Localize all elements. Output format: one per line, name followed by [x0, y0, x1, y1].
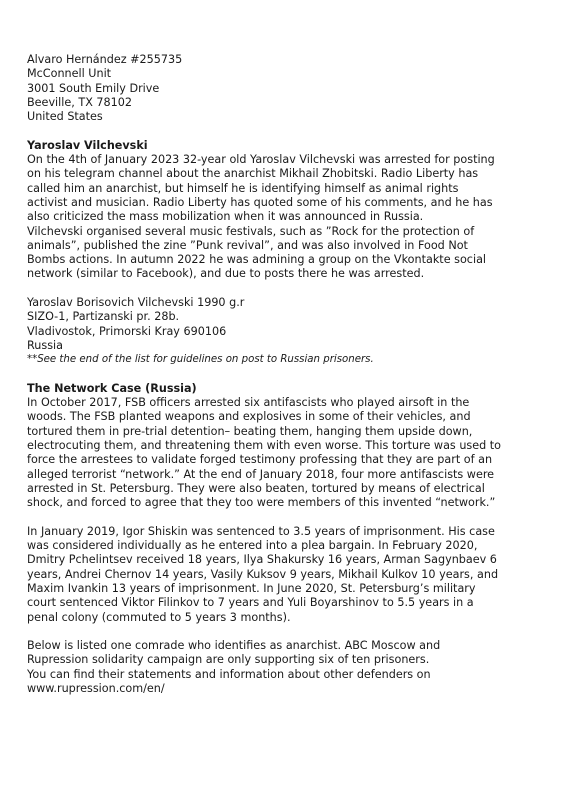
body-line: force the arrestees to validate forged testimony professing that they are part of an — [27, 453, 493, 467]
body-line: called him an anarchist, but himself he is identifying himself as animal rights — [27, 181, 459, 195]
body-line: Bombs actions. In autumn 2022 he was admining a group on the Vkontakte social — [27, 253, 487, 267]
body-line: years, Andrei Chernov 14 years, Vasily Kuksov 9 years, Mikhail Kulkov 10 years, and — [27, 567, 499, 581]
website-link: www.rupression.com/en/ — [27, 682, 165, 696]
body-line: on his telegram channel about the anarchist Mikhail Zhobitski. Radio Liberty has — [27, 167, 479, 181]
body-line: On the 4th of January 2023 32-year old Yaroslav Vilchevski was arrested for posting — [27, 153, 495, 167]
section-heading: The Network Case (Russia) — [27, 381, 197, 395]
prisoner-address-line: SIZO-1, Partizanski pr. 28b. — [27, 310, 180, 324]
body-line: alleged terrorist “network.” At the end of January 2018, four more antifascists were — [27, 467, 495, 481]
prisoner-address-line: Russia — [27, 338, 63, 352]
body-line: Dmitry Pchelintsev received 18 years, Ilya Shakursky 16 years, Arman Sagynbaev 6 — [27, 553, 497, 567]
prisoner-address-line: Yaroslav Borisovich Vilchevski 1990 g.r — [27, 296, 245, 310]
body-line: Maxim Ivankin 13 years of imprisonment. In June 2020, St. Petersburg’s military — [27, 581, 476, 595]
address-line: McConnell Unit — [27, 67, 112, 81]
body-line: In January 2019, Igor Shiskin was sentenced to 3.5 years of imprisonment. His case — [27, 524, 495, 538]
footnote: **See the end of the list for guidelines on post to Russian prisoners. — [27, 354, 374, 366]
body-line: was considered individually as he entered into a plea bargain. In February 2020, — [27, 539, 478, 553]
address-line: Alvaro Hernández #255735 — [27, 53, 183, 66]
document-page — [27, 53, 527, 696]
address-line: United States — [27, 110, 103, 124]
body-line: animals”, published the zine ”Punk revival”, and was also involved in Food Not — [27, 238, 468, 252]
prisoner-address-line: Vladivostok, Primorski Kray 690106 — [27, 324, 227, 338]
body-line: arrested in St. Petersburg. They were also beaten, tortured by means of electrical — [27, 481, 485, 495]
body-line: You can find their statements and information about other defenders on — [27, 667, 431, 681]
body-line: activist and musician. Radio Liberty has quoted some of his comments, and he has — [27, 195, 493, 209]
body-line: Below is listed one comrade who identifies as anarchist. ABC Moscow and — [27, 639, 441, 653]
section-network-case — [27, 382, 527, 697]
address-line: 3001 South Emily Drive — [27, 81, 160, 95]
body-line: Vilchevski organised several music festivals, such as ”Rock for the protection of — [27, 224, 475, 238]
body-line: electrocuting them, and threatening them with even worse. This torture was used to — [27, 439, 502, 453]
address-line: Beeville, TX 78102 — [27, 95, 133, 109]
body-line: court sentenced Viktor Filinkov to 7 years and Yuli Boyarshinov to 5.5 years in a — [27, 596, 474, 610]
body-line: shock, and forced to agree that they too were members of this invented “network.” — [27, 496, 496, 510]
section-yaroslav-vilchevski — [27, 139, 527, 368]
body-line: network (similar to Facebook), and due to posts there he was arrested. — [27, 267, 425, 281]
body-line: tortured them in pre-trial detention– beating them, hanging them upside down, — [27, 424, 473, 438]
body-line: Rupression solidarity campaign are only supporting six of ten prisoners. — [27, 653, 430, 667]
recipient-address — [27, 53, 527, 124]
body-line: penal colony (commuted to 5 years 3 months). — [27, 610, 291, 624]
body-line: In October 2017, FSB officers arrested six antifascists who played airsoft in the — [27, 396, 470, 410]
section-heading: Yaroslav Vilchevski — [27, 138, 148, 152]
body-line: also criticized the mass mobilization when it was announced in Russia. — [27, 210, 424, 224]
body-line: woods. The FSB planted weapons and explosives in some of their vehicles, and — [27, 410, 471, 424]
